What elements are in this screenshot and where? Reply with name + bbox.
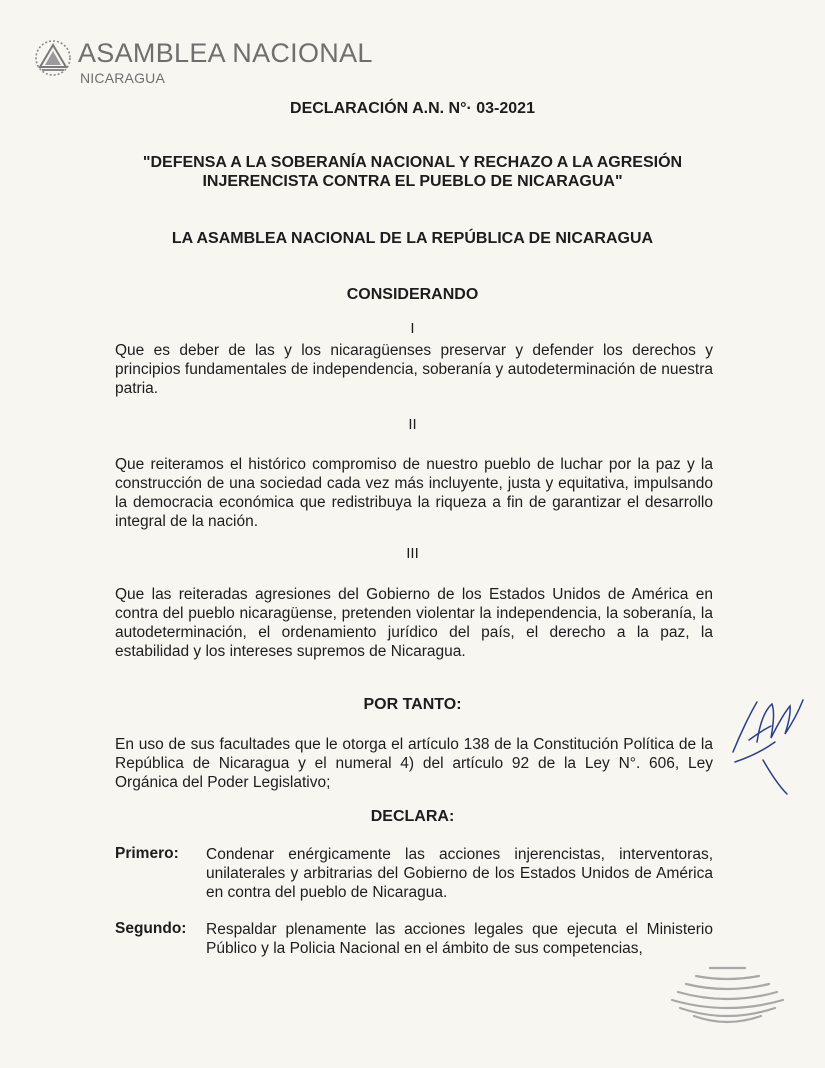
item-label-segundo: Segundo: <box>115 920 187 937</box>
considerando-paragraph-1: Que es deber de las y los nicaragüenses preservar y defender los derechos y principios fundamentales de independencia, soberanía y autodeterminación de nuestra patria. <box>115 342 713 397</box>
declara-heading: DECLARA: <box>370 808 455 825</box>
numeral-3: III <box>406 545 419 562</box>
assembly-logo-icon <box>33 38 73 78</box>
declaration-title-line-1: "DEFENSA A LA SOBERANÍA NACIONAL Y RECHAZO A LA AGRESIÓN <box>142 154 683 171</box>
assembly-heading: LA ASAMBLEA NACIONAL DE LA REPÚBLICA DE NICARAGUA <box>171 230 654 247</box>
declaration-title <box>0 153 825 191</box>
brand-subtitle: NICARAGUA <box>80 70 166 86</box>
considerando-paragraph-3: Que las reiteradas agresiones del Gobierno de los Estados Unidos de América en contra del pueblo nicaragüense, pretenden violentar la independencia, la soberanía, la autodeterminación, el ordenamiento jurídico del país, el derecho a la paz, la estabilidad y los intereses supremos de Nicaragua. <box>115 586 713 660</box>
brand-title: ASAMBLEA NACIONAL <box>78 38 373 68</box>
signature-icon <box>727 682 807 797</box>
declaration-number: DECLARACIÓN A.N. N°· 03-2021 <box>290 100 535 117</box>
por-tanto-paragraph: En uso de sus facultades que le otorga el artículo 138 de la Constitución Política de la República de Nicaragua y el numeral 4) del artículo 92 de la Ley N°. 606, Ley Orgánica del Poder Legislativo; <box>115 736 713 791</box>
assembly-seal-icon <box>660 962 795 1030</box>
por-tanto-heading: POR TANTO: <box>363 696 462 713</box>
considerando-paragraph-2: Que reiteramos el histórico compromiso de nuestro pueblo de luchar por la paz y la construcción de una sociedad cada vez más incluyente, justa y equitativa, impulsando la democracia económica que redistribuya la riqueza a fin de garantizar el desarrollo integral de la nación. <box>115 456 713 530</box>
item-label-primero: Primero: <box>115 845 179 862</box>
item-text-segundo: Respaldar plenamente las acciones legales que ejecuta el Ministerio Público y la Policia Nacional en el ámbito de sus competencias, <box>206 921 713 957</box>
item-text-primero: Condenar enérgicamente las acciones injerencistas, interventoras, unilaterales y arbitrarias del Gobierno de los Estados Unidos de América en contra del pueblo de Nicaragua. <box>206 846 713 901</box>
considerando-heading: CONSIDERANDO <box>346 286 479 303</box>
numeral-1: I <box>410 320 415 337</box>
declaration-title-line-2: INJERENCISTA CONTRA EL PUEBLO DE NICARAGUA" <box>202 173 623 190</box>
numeral-2: II <box>408 416 417 433</box>
